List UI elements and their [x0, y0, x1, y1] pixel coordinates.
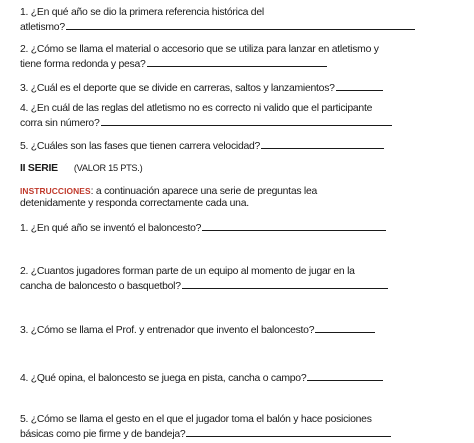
s2-question-4-line-1 — [20, 371, 383, 385]
s2-answer-blank-1[interactable] — [202, 221, 386, 231]
question-1-line-2 — [20, 20, 415, 34]
question-1-text-cont: atletismo? — [20, 22, 65, 33]
s2-question-3-text: 3. ¿Cómo se llama el Prof. y entrenador que invento el baloncesto? — [20, 325, 315, 336]
answer-blank-1[interactable] — [66, 20, 415, 30]
question-3-line-1 — [20, 81, 383, 95]
s2-question-4-text: 4. ¿Qué opina, el baloncesto se juega en pista, cancha o campo? — [20, 373, 307, 384]
question-2-line-1 — [20, 44, 379, 56]
question-4-line-2 — [20, 116, 392, 130]
answer-blank-3[interactable] — [336, 81, 383, 91]
question-4-text: 4. ¿En cuál de las reglas del atletismo no es correcto ni valido que el participante — [20, 103, 373, 114]
s2-question-5-line-1 — [20, 414, 372, 426]
instructions-text-cont: detenidamente y responda correctamente cada una. — [20, 198, 249, 209]
question-5-text: 5. ¿Cuáles son las fases que tienen carrera velocidad? — [20, 141, 261, 152]
series-2-title: II SERIE — [20, 163, 58, 174]
question-5-line-1 — [20, 139, 384, 153]
question-1-line-1 — [20, 7, 264, 19]
question-2-text: 2. ¿Cómo se llama el material o accesorio que se utiliza para lanzar en atletismo y — [20, 44, 379, 55]
answer-blank-4[interactable] — [101, 116, 392, 126]
series-2-value: (VALOR 15 PTS.) — [73, 163, 143, 173]
s2-question-5-line-2 — [20, 427, 391, 441]
s2-question-2-line-2 — [20, 279, 388, 293]
s2-question-1-text: 1. ¿En qué año se inventó el baloncesto? — [20, 223, 202, 234]
instructions-line-1 — [20, 185, 317, 198]
answer-blank-5[interactable] — [261, 139, 384, 149]
s2-answer-blank-5[interactable] — [186, 427, 391, 437]
question-1-text: 1. ¿En qué año se dio la primera referencia histórica del — [20, 7, 264, 18]
question-4-text-cont: corra sin número? — [20, 118, 100, 129]
instructions-line-2 — [20, 198, 249, 210]
s2-question-2-text: 2. ¿Cuantos jugadores forman parte de un equipo al momento de jugar en la — [20, 266, 355, 277]
s2-answer-blank-4[interactable] — [307, 371, 383, 381]
series-2-heading — [20, 162, 142, 175]
s2-question-2-text-cont: cancha de baloncesto o basquetbol? — [20, 281, 181, 292]
instructions-label: INSTRUCCIONES — [20, 186, 91, 196]
s2-question-1-line-1 — [20, 221, 386, 235]
answer-blank-2[interactable] — [147, 57, 327, 67]
s2-question-5-text: 5. ¿Cómo se llama el gesto en el que el jugador toma el balón y hace posiciones — [20, 414, 372, 425]
s2-question-2-line-1 — [20, 266, 355, 278]
question-2-line-2 — [20, 57, 327, 71]
question-2-text-cont: tiene forma redonda y pesa? — [20, 59, 146, 70]
s2-question-3-line-1 — [20, 323, 375, 337]
s2-question-5-text-cont: básicas como pie firme y de bandeja? — [20, 429, 186, 440]
question-4-line-1 — [20, 103, 372, 115]
s2-answer-blank-2[interactable] — [182, 279, 388, 289]
s2-answer-blank-3[interactable] — [315, 323, 375, 333]
instructions-text: : a continuación aparece una serie de preguntas lea — [90, 186, 318, 197]
question-3-text: 3. ¿Cuál es el deporte que se divide en carreras, saltos y lanzamientos? — [20, 83, 335, 94]
